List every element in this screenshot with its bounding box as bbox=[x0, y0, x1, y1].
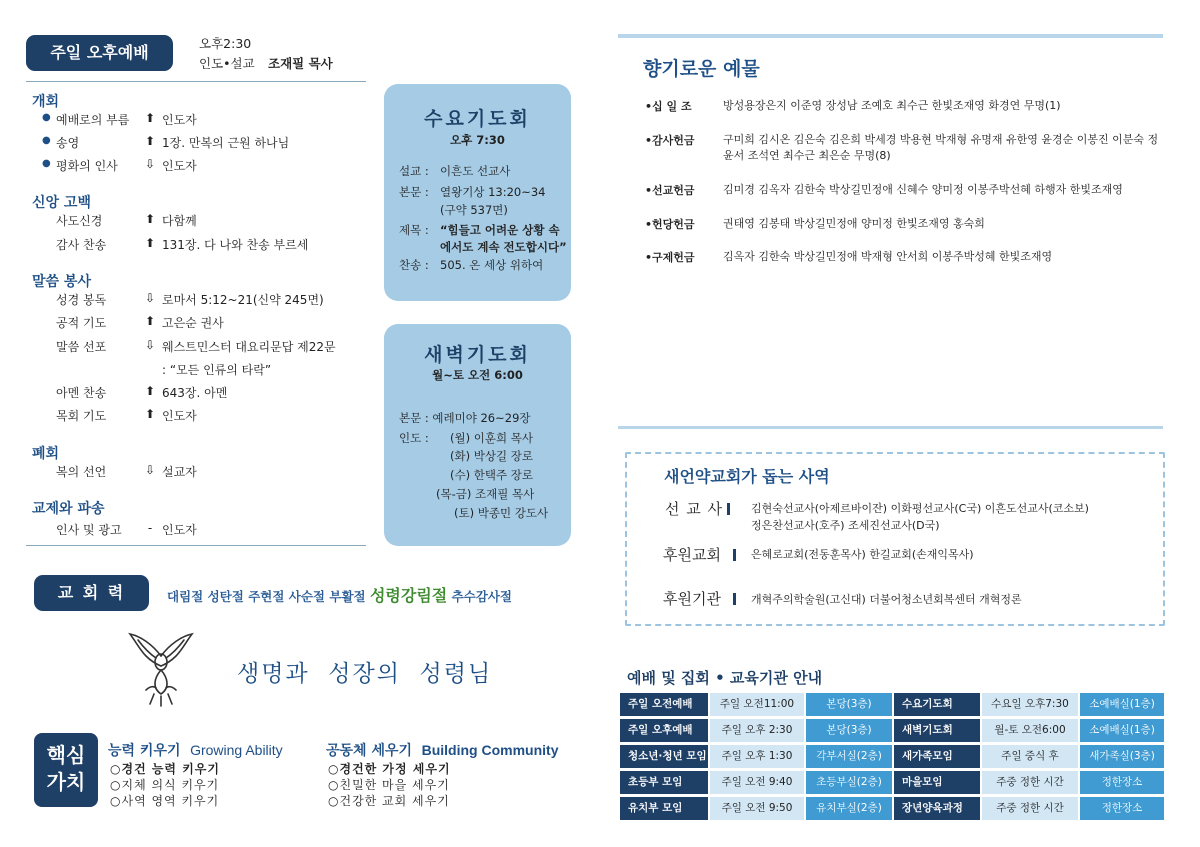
subject-label: 제목 : bbox=[399, 223, 429, 237]
guide-cell: 주중 정한 시간 bbox=[982, 797, 1078, 820]
sermon-label: 설교 : bbox=[399, 164, 429, 178]
order-item: 성경 봉독 ⇩ 로마서 5:12~21(신약 245면) bbox=[56, 291, 324, 307]
core-item: ○경건 능력 키우기 bbox=[110, 762, 220, 776]
order-item: ● 송영 ⬆ 1장. 만복의 근원 하나님 bbox=[42, 134, 290, 150]
section-title: 신앙 고백 bbox=[32, 195, 91, 211]
guide-cell: 새가족모임 bbox=[894, 745, 980, 768]
mission-label: 선 교 사 bbox=[665, 500, 724, 518]
guide-cell: 장년양육과정 bbox=[894, 797, 980, 820]
card-time: 오후 7:30 bbox=[450, 133, 505, 147]
season: 부활절 bbox=[329, 589, 366, 604]
calendar-badge: 교 회 력 bbox=[34, 575, 149, 611]
section-title: 교제와 파송 bbox=[32, 501, 105, 517]
core-item: ○경건한 가정 세우기 bbox=[328, 762, 451, 776]
mission-box bbox=[625, 452, 1165, 626]
season-theme: 생명과 성장의 성령님 bbox=[237, 661, 493, 687]
text-value: 열왕기상 13:20~34 bbox=[440, 185, 546, 199]
guide-cell: 유치부실(2층) bbox=[806, 797, 892, 820]
preacher-role: 인도•설교 bbox=[199, 56, 255, 71]
guide-cell: 새벽기도회 bbox=[894, 719, 980, 742]
guide-cell: 주중 정한 시간 bbox=[982, 771, 1078, 794]
section-title: 폐회 bbox=[32, 446, 60, 462]
guide-cell: 주일 오전예배 bbox=[620, 693, 708, 716]
mission-bar bbox=[727, 503, 730, 515]
guide-cell: 각부서실(2층) bbox=[806, 745, 892, 768]
guide-title: 예배 및 집회 • 교육기관 안내 bbox=[627, 669, 823, 687]
core-item: ○건강한 교회 세우기 bbox=[328, 794, 450, 808]
core-item: ○사역 영역 키우기 bbox=[110, 794, 220, 808]
guide-cell: 주일 오후예배 bbox=[620, 719, 708, 742]
offering-title: 향기로운 예물 bbox=[643, 58, 760, 80]
guide-cell: 월-토 오전6:00 bbox=[982, 719, 1078, 742]
section-rule bbox=[618, 426, 1163, 429]
subject-value-2: 에서도 계속 전도합시다” bbox=[440, 240, 567, 254]
guide-cell: 유치부 모임 bbox=[620, 797, 708, 820]
guide-cell: 청소년·청년 모임 bbox=[620, 745, 708, 768]
guide-cell: 마을모임 bbox=[894, 771, 980, 794]
season: 추수감사절 bbox=[451, 589, 512, 604]
core-col-1-title: 능력 키우기 Growing Ability bbox=[108, 742, 283, 759]
current-season: 성령강림절 bbox=[369, 586, 448, 605]
calendar-seasons bbox=[167, 583, 512, 606]
order-item: 아멘 찬송 ⬆ 643장. 아멘 bbox=[56, 384, 228, 400]
top-rule bbox=[618, 34, 1163, 38]
wednesday-prayer-card bbox=[384, 84, 571, 301]
guide-cell: 수요일 오후7:30 bbox=[982, 693, 1078, 716]
preacher-name: 조재필 목사 bbox=[268, 56, 333, 71]
order-item: 목회 기도 ⬆ 인도자 bbox=[56, 407, 197, 423]
season: 대림절 bbox=[167, 589, 204, 604]
order-item: 사도신경 ⬆ 다함께 bbox=[56, 212, 197, 228]
season: 성탄절 bbox=[207, 589, 244, 604]
guide-cell: 정한장소 bbox=[1080, 771, 1164, 794]
mission-label: 후원기관 bbox=[663, 590, 721, 608]
guide-cell: 주일 오전 9:40 bbox=[710, 771, 804, 794]
mission-title: 새언약교회가 돕는 사역 bbox=[664, 467, 830, 486]
leader-item: (수) 한택주 장로 bbox=[450, 468, 533, 482]
order-item: ● 평화의 인사 ⇩ 인도자 bbox=[42, 157, 197, 173]
dawn-prayer-card bbox=[384, 324, 571, 546]
guide-cell: 소예배실(1층) bbox=[1080, 719, 1164, 742]
guide-cell: 주일 오후 1:30 bbox=[710, 745, 804, 768]
text-value-2: (구약 537면) bbox=[440, 203, 508, 217]
subject-value: “힘들고 어려운 상황 속 bbox=[440, 223, 560, 237]
divider bbox=[26, 545, 366, 546]
card-time: 월~토 오전 6:00 bbox=[432, 368, 523, 382]
leader-item: (토) 박종민 강도사 bbox=[454, 506, 549, 520]
mission-bar bbox=[733, 549, 736, 561]
leader-label: 인도 : bbox=[399, 431, 429, 445]
order-item: 감사 찬송 ⬆ 131장. 다 나와 찬송 부르세 bbox=[56, 236, 309, 252]
mission-value: 개혁주의학술원(고신대) 더불어청소년회복센터 개혁정론 bbox=[751, 593, 1022, 606]
guide-cell: 초등부 모임 bbox=[620, 771, 708, 794]
section-title: 개회 bbox=[32, 94, 60, 110]
guide-cell: 주일 오전11:00 bbox=[710, 693, 804, 716]
order-item: 공적 기도 ⬆ 고은순 권사 bbox=[56, 314, 224, 330]
section-title: 말씀 봉사 bbox=[32, 274, 91, 290]
leader-item: (화) 박상길 장로 bbox=[450, 449, 533, 463]
season: 사순절 bbox=[288, 589, 326, 604]
core-col-2-title: 공동체 세우기 Building Community bbox=[326, 742, 559, 759]
guide-cell: 정한장소 bbox=[1080, 797, 1164, 820]
core-value-badge bbox=[34, 733, 98, 807]
guide-cell: 주일 오전 9:50 bbox=[710, 797, 804, 820]
sermon-value: 이흔도 선교사 bbox=[440, 164, 511, 178]
mission-bar bbox=[733, 593, 736, 605]
guide-cell: 주일 오후 2:30 bbox=[710, 719, 804, 742]
order-item: 복의 선언 ⇩ 설교자 bbox=[56, 463, 197, 479]
badge-line: 가치 bbox=[46, 770, 86, 794]
core-item: ○친밀한 마을 세우기 bbox=[328, 778, 450, 792]
hymn-value: 505. 온 세상 위하여 bbox=[440, 258, 544, 272]
worship-time: 오후2:30 bbox=[199, 36, 252, 51]
guide-cell: 소예배실(1층) bbox=[1080, 693, 1164, 716]
guide-cell: 주일 중식 후 bbox=[982, 745, 1078, 768]
guide-cell: 초등부실(2층) bbox=[806, 771, 892, 794]
order-item: 말씀 선포 ⇩ 웨스트민스터 대요리문답 제22문 bbox=[56, 338, 336, 354]
order-item: 인사 및 광고 - 인도자 bbox=[56, 521, 197, 537]
card-title: 수요기도회 bbox=[424, 108, 531, 130]
text-value: 본문 : 예레미야 26~29장 bbox=[399, 411, 531, 425]
divider bbox=[26, 81, 366, 82]
card-title: 새벽기도회 bbox=[424, 344, 531, 366]
worship-badge: 주일 오후예배 bbox=[26, 35, 173, 71]
guide-cell: 수요기도회 bbox=[894, 693, 980, 716]
order-item: ● 예배로의 부름 ⬆ 인도자 bbox=[42, 111, 197, 127]
mission-value: 정은찬선교사(호주) 조세진선교사(D국) bbox=[751, 519, 940, 532]
text-label: 본문 : bbox=[399, 185, 429, 199]
guide-cell: 새가족실(3층) bbox=[1080, 745, 1164, 768]
guide-table bbox=[620, 693, 1165, 823]
mission-value: 은혜로교회(전동훈목사) 한길교회(손재익목사) bbox=[751, 548, 974, 561]
leader-item: (월) 이훈희 목사 bbox=[450, 431, 533, 445]
mission-label: 후원교회 bbox=[663, 546, 721, 564]
order-item: : “모든 인류의 타락” bbox=[162, 363, 272, 377]
leader-item: (목-금) 조재필 목사 bbox=[436, 487, 535, 501]
guide-cell: 본당(3층) bbox=[806, 693, 892, 716]
season: 주현절 bbox=[248, 589, 285, 604]
mission-value: 김현숙선교사(아제르바이잔) 이화평선교사(C국) 이흔도선교사(코소보) bbox=[751, 502, 1089, 515]
guide-cell: 본당(3층) bbox=[806, 719, 892, 742]
dove-icon bbox=[126, 628, 196, 708]
hymn-label: 찬송 : bbox=[399, 258, 429, 272]
core-item: ○지체 의식 키우기 bbox=[110, 778, 220, 792]
badge-line: 핵심 bbox=[46, 743, 86, 767]
